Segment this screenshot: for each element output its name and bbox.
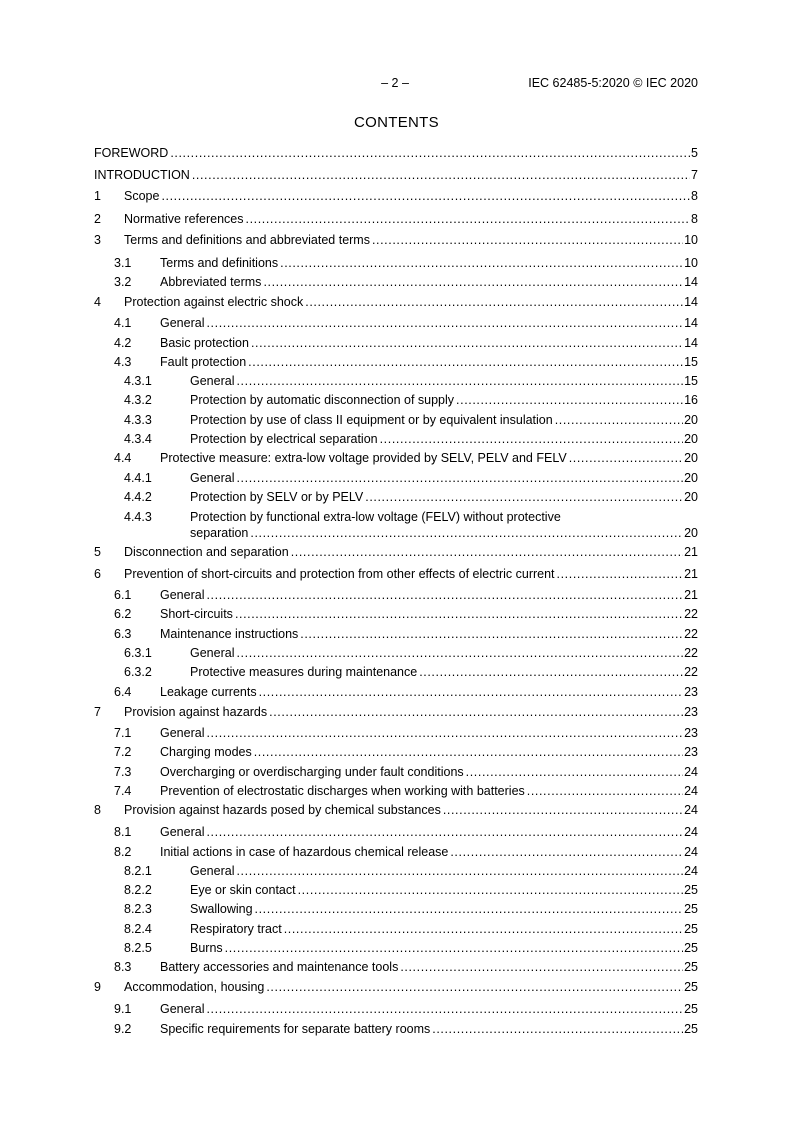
toc-entry-page: 25 — [684, 1002, 698, 1016]
dot-leader — [255, 902, 684, 917]
toc-entry-number: 8.3 — [114, 960, 132, 974]
dot-leader — [280, 256, 683, 271]
toc-entry-page: 15 — [684, 374, 698, 388]
toc-entry-title: Scope — [124, 189, 160, 203]
toc-entry-title: Protection by functional extra-low voltage (FELV) without protective — [190, 510, 561, 524]
dot-leader — [254, 745, 683, 760]
dot-leader — [557, 567, 684, 582]
dot-leader — [225, 941, 683, 956]
toc-entry-page: 24 — [684, 803, 698, 817]
toc-entry[interactable] — [94, 295, 698, 311]
toc-entry-number: 5 — [94, 545, 101, 559]
toc-entry-page: 21 — [684, 567, 698, 581]
toc-entry-title: General — [190, 864, 235, 878]
toc-entry-title: General — [190, 374, 235, 388]
toc-entry-page: 23 — [684, 745, 698, 759]
toc-entry[interactable] — [94, 864, 698, 880]
toc-entry-number: 8.1 — [114, 825, 132, 839]
toc-entry[interactable] — [94, 256, 698, 272]
dot-leader — [246, 212, 691, 227]
toc-entry[interactable] — [94, 336, 698, 352]
toc-entry[interactable] — [94, 980, 698, 996]
page-number: – 2 – — [381, 76, 409, 90]
toc-entry-number: 8.2.2 — [124, 883, 152, 897]
toc-entry-title: Terms and definitions and abbreviated terms — [124, 233, 370, 247]
dot-leader — [298, 883, 683, 898]
toc-entry-title: Provision against hazards posed by chemical substances — [124, 803, 441, 817]
toc-entry-page: 24 — [684, 864, 698, 878]
dot-leader — [235, 607, 683, 622]
dot-leader — [527, 784, 683, 799]
toc-entry-page: 22 — [684, 665, 698, 679]
toc-entry[interactable] — [94, 545, 698, 561]
toc-entry-number: 4.4.2 — [124, 490, 152, 504]
toc-entry-title: Burns — [190, 941, 223, 955]
toc-entry-number: 4.2 — [114, 336, 132, 350]
toc-entry-number: 7.4 — [114, 784, 132, 798]
toc-entry-title: Protection by automatic disconnection of supply — [190, 393, 455, 407]
toc-entry[interactable] — [94, 646, 698, 662]
document-reference: IEC 62485-5:2020 © IEC 2020 — [528, 76, 698, 90]
toc-entry[interactable] — [94, 825, 698, 841]
toc-entry-number: 3.1 — [114, 256, 132, 270]
toc-entry-page: 5 — [691, 146, 698, 160]
toc-entry-number: 6.3.1 — [124, 646, 152, 660]
toc-entry-title: General — [160, 726, 205, 740]
toc-entry-title: Protection against electric shock — [124, 295, 304, 309]
dot-leader — [284, 922, 683, 937]
toc-entry-page: 23 — [684, 726, 698, 740]
dot-leader — [372, 233, 683, 248]
toc-entry[interactable] — [94, 883, 698, 899]
toc-entry-page: 14 — [684, 336, 698, 350]
toc-entry[interactable] — [94, 212, 698, 228]
toc-entry-page: 24 — [684, 845, 698, 859]
toc-entry-page: 10 — [684, 256, 698, 270]
toc-entry-page: 25 — [684, 941, 698, 955]
toc-entry-title: Swallowing — [190, 902, 253, 916]
toc-entry[interactable] — [94, 316, 698, 332]
toc-entry-title: INTRODUCTION — [94, 168, 190, 182]
dot-leader — [236, 471, 683, 486]
toc-entry-number: 4.4 — [114, 451, 132, 465]
toc-entry-title: Provision against hazards — [124, 705, 268, 719]
toc-entry-title: Terms and definitions — [160, 256, 279, 270]
toc-entry-title: Leakage currents — [160, 685, 257, 699]
toc-entry-number: 4.4.1 — [124, 471, 152, 485]
toc-entry-number: 3.2 — [114, 275, 132, 289]
dot-leader — [291, 545, 683, 560]
toc-entry-number: 3 — [94, 233, 101, 247]
toc-entry-page: 24 — [684, 765, 698, 779]
toc-entry-page: 25 — [684, 883, 698, 897]
toc-entry-number: 2 — [94, 212, 101, 226]
toc-entry-number: 7.1 — [114, 726, 132, 740]
toc-entry-number: 4 — [94, 295, 101, 309]
toc-entry-page: 8 — [691, 189, 698, 203]
toc-entry-page: 15 — [684, 355, 698, 369]
toc-entry-page: 20 — [684, 471, 698, 485]
toc-entry-number: 6.1 — [114, 588, 132, 602]
toc-entry[interactable] — [94, 902, 698, 918]
toc-entry-number: 6.3 — [114, 627, 132, 641]
toc-entry-title: FOREWORD — [94, 146, 169, 160]
toc-entry[interactable] — [94, 627, 698, 643]
toc-entry-title: Short-circuits — [160, 607, 233, 621]
toc-entry-page: 22 — [684, 627, 698, 641]
toc-entry[interactable] — [94, 745, 698, 761]
toc-entry-number: 4.3 — [114, 355, 132, 369]
dot-leader — [419, 665, 683, 680]
toc-entry-title: Basic protection — [160, 336, 249, 350]
toc-entry-title: Normative references — [124, 212, 244, 226]
dot-leader — [251, 336, 683, 351]
toc-entry-number: 6 — [94, 567, 101, 581]
toc-entry-page: 25 — [684, 1022, 698, 1036]
dot-leader — [259, 685, 684, 700]
dot-leader — [236, 374, 683, 389]
toc-entry[interactable] — [94, 432, 698, 448]
toc-entry-number: 4.3.1 — [124, 374, 152, 388]
toc-entry-page: 20 — [684, 490, 698, 504]
toc-entry-number: 1 — [94, 189, 101, 203]
dot-leader — [400, 960, 683, 975]
toc-entry-title: Disconnection and separation — [124, 545, 289, 559]
toc-entry[interactable] — [94, 922, 698, 938]
toc-entry-number: 6.3.2 — [124, 665, 152, 679]
dot-leader — [206, 1002, 683, 1017]
toc-entry-page: 20 — [684, 451, 698, 465]
toc-entry-title: Overcharging or overdischarging under fault conditions — [160, 765, 464, 779]
toc-entry-title: General — [160, 316, 205, 330]
toc-entry-title: Abbreviated terms — [160, 275, 262, 289]
toc-entry-number: 8.2.5 — [124, 941, 152, 955]
dot-leader — [432, 1022, 683, 1037]
toc-entry-number: 8 — [94, 803, 101, 817]
dot-leader — [170, 146, 690, 161]
toc-entry[interactable] — [94, 374, 698, 390]
toc-entry-number: 8.2 — [114, 845, 132, 859]
toc-entry-number: 7.3 — [114, 765, 132, 779]
dot-leader — [236, 864, 683, 879]
toc-entry-page: 7 — [691, 168, 698, 182]
toc-entry-title: Protection by SELV or by PELV — [190, 490, 364, 504]
toc-entry-title: General — [190, 471, 235, 485]
dot-leader — [380, 432, 683, 447]
toc-entry-title: separation — [190, 526, 249, 540]
dot-leader — [206, 588, 683, 603]
toc-entry[interactable] — [94, 803, 698, 819]
toc-entry-title: Battery accessories and maintenance tools — [160, 960, 399, 974]
toc-entry-number: 4.4.3 — [124, 510, 152, 524]
dot-leader — [266, 980, 683, 995]
toc-entry-page: 21 — [684, 588, 698, 602]
toc-entry[interactable] — [94, 941, 698, 957]
dot-leader — [269, 705, 683, 720]
toc-entry-title: Prevention of electrostatic discharges when working with batteries — [160, 784, 525, 798]
dot-leader — [192, 168, 690, 183]
dot-leader — [466, 765, 683, 780]
toc-entry-page: 25 — [684, 902, 698, 916]
toc-entry-number: 8.2.1 — [124, 864, 152, 878]
toc-entry-page: 21 — [684, 545, 698, 559]
dot-leader — [365, 490, 683, 505]
toc-entry-number: 7 — [94, 705, 101, 719]
toc-entry-page: 20 — [684, 432, 698, 446]
toc-entry-number: 8.2.4 — [124, 922, 152, 936]
toc-entry-page: 14 — [684, 275, 698, 289]
toc-entry[interactable] — [94, 189, 698, 205]
toc-entry-number: 6.2 — [114, 607, 132, 621]
toc-entry-page: 23 — [684, 685, 698, 699]
toc-entry-number: 9 — [94, 980, 101, 994]
toc-entry-number: 9.1 — [114, 1002, 132, 1016]
toc-entry-page: 8 — [691, 212, 698, 226]
toc-entry-page: 14 — [684, 295, 698, 309]
toc-entry-number: 4.3.3 — [124, 413, 152, 427]
dot-leader — [300, 627, 683, 642]
toc-entry-number: 4.3.2 — [124, 393, 152, 407]
toc-entry[interactable] — [94, 685, 698, 701]
toc-entry[interactable] — [94, 510, 698, 542]
toc-entry-title: Fault protection — [160, 355, 247, 369]
toc-entry-page: 25 — [684, 922, 698, 936]
toc-entry-number: 7.2 — [114, 745, 132, 759]
toc-entry-page: 24 — [684, 784, 698, 798]
toc-entry[interactable] — [94, 705, 698, 721]
toc-entry-page: 24 — [684, 825, 698, 839]
toc-entry-page: 20 — [684, 526, 698, 540]
dot-leader — [206, 726, 683, 741]
dot-leader — [443, 803, 683, 818]
toc-entry-title: Protection by electrical separation — [190, 432, 378, 446]
toc-entry-title: Charging modes — [160, 745, 252, 759]
toc-entry-title: Specific requirements for separate battery rooms — [160, 1022, 431, 1036]
toc-entry[interactable] — [94, 490, 698, 506]
dot-leader — [456, 393, 683, 408]
toc-entry-page: 22 — [684, 646, 698, 660]
toc-entry-title: Initial actions in case of hazardous chemical release — [160, 845, 449, 859]
toc-entry-title: Eye or skin contact — [190, 883, 296, 897]
toc-entry[interactable] — [94, 146, 698, 162]
toc-entry-title: General — [160, 825, 205, 839]
toc-entry-title: Maintenance instructions — [160, 627, 299, 641]
dot-leader — [250, 526, 683, 541]
toc-entry-number: 6.4 — [114, 685, 132, 699]
toc-entry[interactable] — [94, 567, 698, 583]
page-title: CONTENTS — [354, 114, 439, 131]
toc-entry[interactable] — [94, 1002, 698, 1018]
toc-entry[interactable] — [94, 845, 698, 861]
toc-entry[interactable] — [94, 588, 698, 604]
toc-entry-page: 22 — [684, 607, 698, 621]
toc-entry[interactable] — [94, 233, 698, 249]
toc-entry-title: Respiratory tract — [190, 922, 282, 936]
dot-leader — [248, 355, 683, 370]
toc-entry-title: Accommodation, housing — [124, 980, 265, 994]
toc-entry-page: 16 — [684, 393, 698, 407]
toc-entry[interactable] — [94, 784, 698, 800]
toc-entry-page: 14 — [684, 316, 698, 330]
toc-entry-title: General — [160, 588, 205, 602]
toc-entry-title: General — [160, 1002, 205, 1016]
toc-entry-title: Protective measure: extra-low voltage provided by SELV, PELV and FELV — [160, 451, 567, 465]
toc-entry[interactable] — [94, 451, 698, 467]
toc-entry[interactable] — [94, 355, 698, 371]
toc-entry-number: 9.2 — [114, 1022, 132, 1036]
toc-entry[interactable] — [94, 275, 698, 291]
dot-leader — [236, 646, 683, 661]
toc-entry-number: 4.3.4 — [124, 432, 152, 446]
toc-entry[interactable] — [94, 765, 698, 781]
toc-entry-page: 25 — [684, 960, 698, 974]
dot-leader — [555, 413, 683, 428]
dot-leader — [206, 316, 683, 331]
dot-leader — [263, 275, 683, 290]
toc-entry[interactable] — [94, 960, 698, 976]
toc-entry[interactable] — [94, 726, 698, 742]
toc-entry[interactable] — [94, 665, 698, 681]
toc-entry-page: 23 — [684, 705, 698, 719]
dot-leader — [305, 295, 683, 310]
toc-entry-page: 20 — [684, 413, 698, 427]
toc-entry-number: 8.2.3 — [124, 902, 152, 916]
toc-entry[interactable] — [94, 471, 698, 487]
toc-entry-title: Protection by use of class II equipment or by equivalent insulation — [190, 413, 553, 427]
dot-leader — [161, 189, 690, 204]
dot-leader — [450, 845, 683, 860]
toc-entry-number: 4.1 — [114, 316, 132, 330]
toc-entry[interactable] — [94, 607, 698, 623]
toc-entry-title: Protective measures during maintenance — [190, 665, 418, 679]
toc-entry[interactable] — [94, 413, 698, 429]
toc-entry[interactable] — [94, 1022, 698, 1038]
dot-leader — [206, 825, 683, 840]
toc-entry-page: 10 — [684, 233, 698, 247]
toc-entry-title: Prevention of short-circuits and protection from other effects of electric current — [124, 567, 555, 581]
toc-entry[interactable] — [94, 168, 698, 184]
toc-entry[interactable] — [94, 393, 698, 409]
dot-leader — [569, 451, 683, 466]
toc-entry-page: 25 — [684, 980, 698, 994]
toc-entry-title: General — [190, 646, 235, 660]
